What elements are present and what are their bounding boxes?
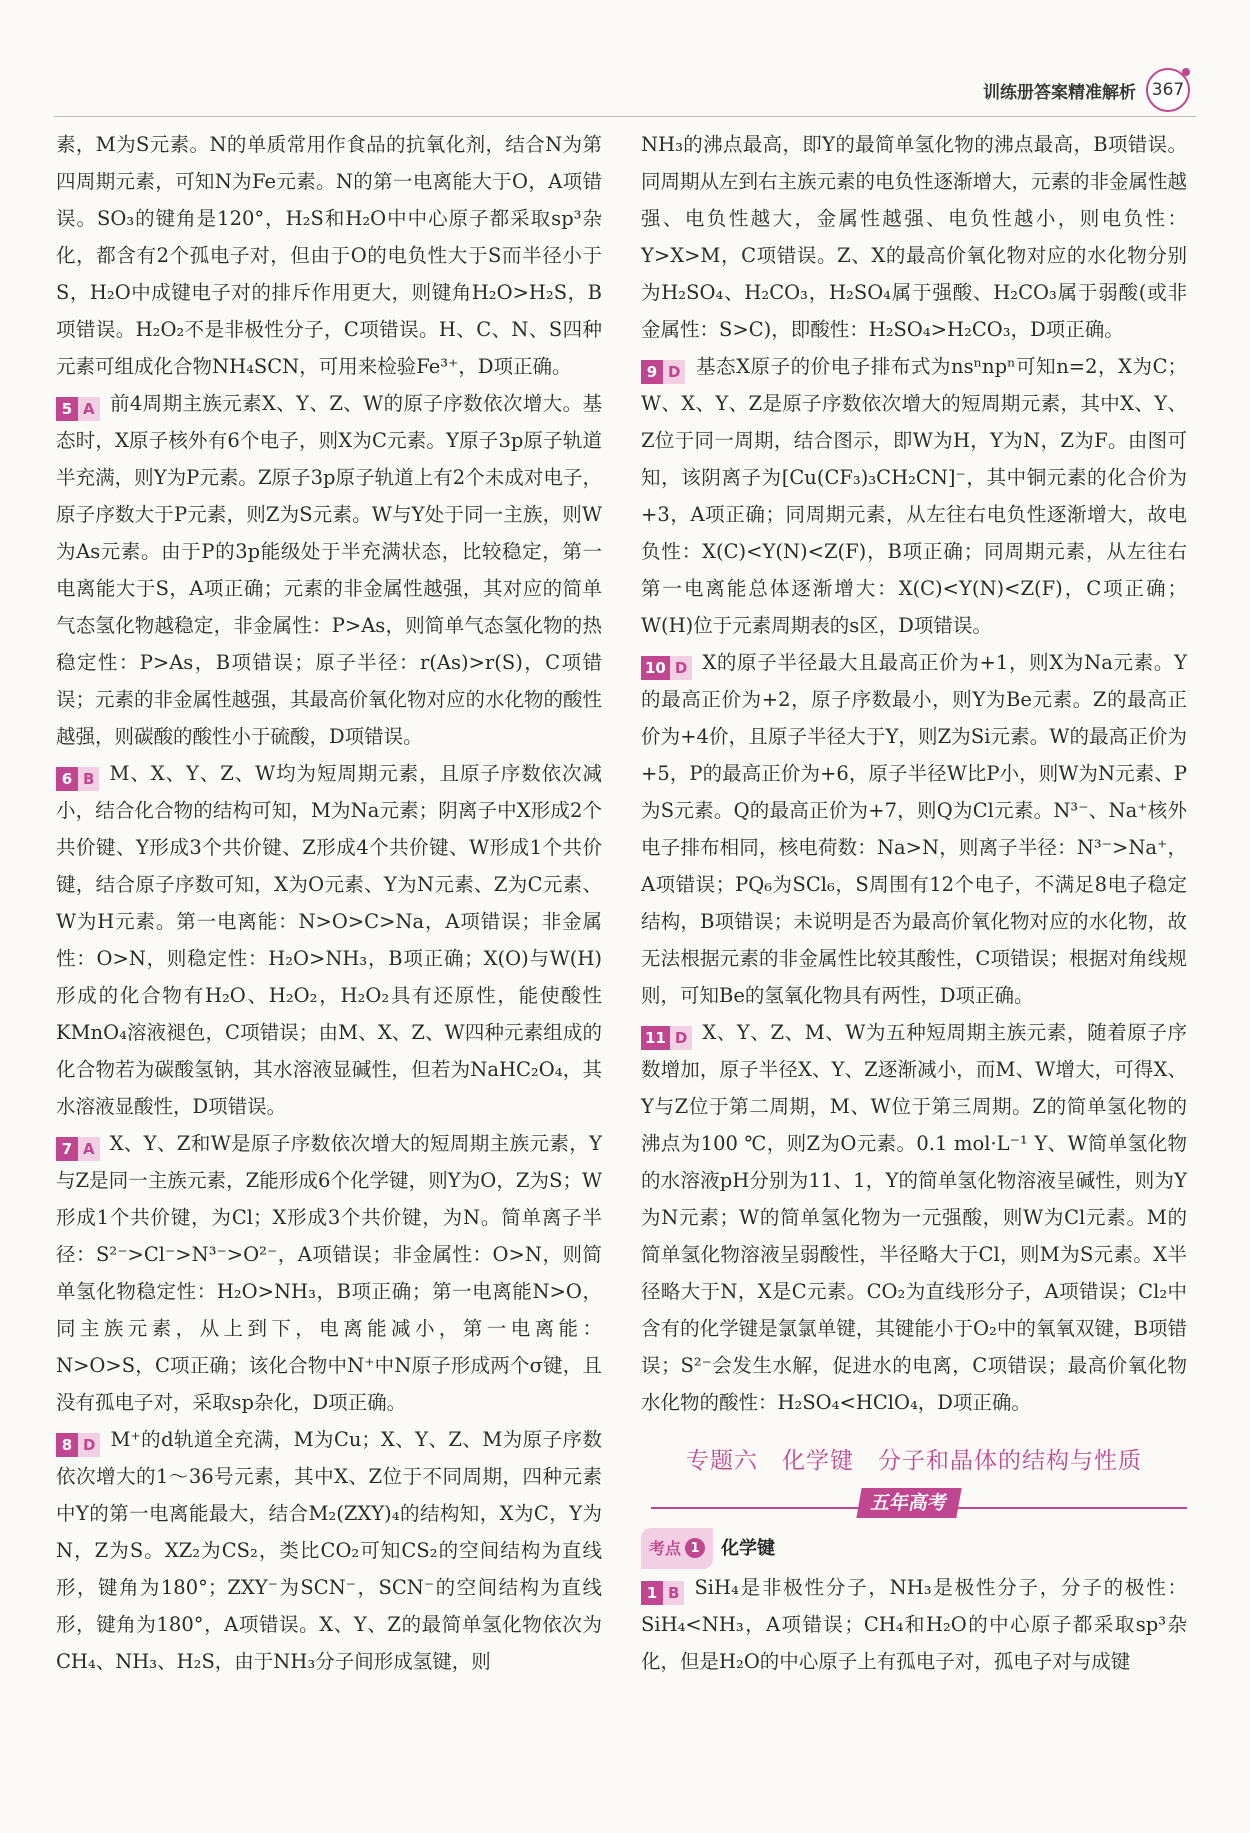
header-rule: [54, 116, 1196, 117]
page-number: [1146, 68, 1190, 112]
answer-text: 基态X原子的价电子排布式为nsⁿnpⁿ可知n=2，X为C；W、X、Y、Z是原子序数依次增大的短周期元素，其中X、Y、Z位于同一周期，结合图示，即W为H，Y为N，Z为F。由图可知，该阴离子为[Cu(CF₃)₃CH₂CN]⁻，其中铜元素的化合价为+3，A项正确；同周期元素，从左往右电负性逐渐增大，故电负性：X(C)<Y(N)<Z(F)，B项正确；同周期元素，从左往右第一电离能总体逐渐增大：X(C)<Y(N)<Z(F)，C项正确；W(H)位于元素周期表的s区，D项错误。: [641, 355, 1187, 637]
answer-letter: A: [78, 397, 100, 421]
right-intro-paragraph: NH₃的沸点最高，即Y的最简单氢化物的沸点最高，B项错误。同周期从左到右主族元素的电负性逐渐增大，元素的非金属性越强、电负性越大，金属性越强、电负性越小，则电负性：Y>X>M，C项错误。Z、X的最高价氧化物对应的水化物分别为H₂SO₄、H₂CO₃，H₂SO₄属于强酸、H₂CO₃属于弱酸(或非金属性：S>C)，即酸性：H₂SO₄>H₂CO₃，D项正确。: [641, 133, 1188, 341]
answer-item-8: [56, 1421, 602, 1680]
answer-letter: B: [663, 1581, 684, 1605]
answer-text: SiH₄是非极性分子，NH₃是极性分子，分子的极性：SiH₄<NH₃，A项错误；CH₄和H₂O的中心原子都采取sp³杂化，但是H₂O的中心原子上有孤电子对，孤电子对与成键: [641, 1576, 1187, 1673]
page-header: [983, 70, 1190, 110]
answer-item-9: [641, 348, 1187, 644]
question-number: 9: [641, 360, 663, 384]
answer-item-5: [56, 385, 602, 755]
answer-item-6: [56, 755, 602, 1125]
answer-letter: D: [78, 1433, 100, 1457]
answer-letter: B: [78, 767, 99, 791]
question-number: 7: [56, 1137, 78, 1161]
question-number: 8: [56, 1433, 78, 1457]
answer-tag: [641, 1581, 684, 1605]
left-intro-paragraph: 素，M为S元素。N的单质常用作食品的抗氧化剂，结合N为第四周期元素，可知N为Fe元素。N的第一电离能大于O，A项错误。SO₃的键角是120°，H₂S和H₂O中中心原子都采取sp³杂化，都含有2个孤电子对，但由于O的电负性大于S而半径小于S，H₂O中成键电子对的排斥作用更大，则键角H₂O>H₂S，B项错误。H₂O₂不是非极性分子，C项错误。H、C、N、S四种元素可组成化合物NH₄SCN，可用来检验Fe³⁺，D项正确。: [56, 133, 602, 378]
answer-text: X的原子半径最大且最高正价为+1，则X为Na元素。Y的最高正价为+2，原子序数最小，则Y为Be元素。Z的最高正价为+4价，且原子半径大于Y，则Z为Si元素。W的最高正价为+5，P的最高正价为+6，原子半径W比P小，则W为N元素、P为S元素。Q的最高正价为+7，则Q为Cl元素。N³⁻、Na⁺核外电子排布相同，核电荷数：Na>N，则离子半径：N³⁻>Na⁺，A项错误；PQ₆为SCl₆，S周围有12个电子，不满足8电子稳定结构，B项错误；未说明是否为最高价氧化物对应的水化物，故无法根据元素的非金属性比较其酸性，C项错误；根据对角线规则，可知Be的氢氧化物具有两性，D项正确。: [641, 651, 1187, 1007]
question-number: 1: [641, 1581, 663, 1605]
answer-letter: D: [663, 360, 685, 384]
answer-tag: [641, 1026, 692, 1050]
header-title: 训练册答案精准解析: [983, 82, 1136, 103]
question-number: 6: [56, 767, 78, 791]
answer-item-7: [56, 1125, 602, 1421]
answer-tag: [56, 1433, 100, 1457]
answer-item-1: [641, 1569, 1187, 1680]
kp-title: 化学键: [721, 1537, 776, 1559]
answer-text: X、Y、Z和W是原子序数依次增大的短周期主族元素，Y与Z是同一主族元素，Z能形成6个化学键，则Y为O，Z为S；W形成1个共价键，为Cl；X形成3个共价键，为N。简单离子半径：S²⁻>Cl⁻>N³⁻>O²⁻，A项错误；非金属性：O>N，则简单氢化物稳定性：H₂O>NH₃，B项正确；第一电离能N>O，同主族元素，从上到下，电离能减小，第一电离能：N>O>S，C项正确；该化合物中N⁺中N原子形成两个σ键，且没有孤电子对，采取sp杂化，D项正确。: [56, 1132, 602, 1414]
answer-letter: D: [670, 656, 692, 680]
answer-letter: D: [670, 1026, 692, 1050]
left-column: [56, 126, 602, 1680]
answer-tag: [56, 767, 99, 791]
answer-text: 前4周期主族元素X、Y、Z、W的原子序数依次增大。基态时，X原子核外有6个电子，则X为C元素。Y原子3p原子轨道半充满，则Y为P元素。Z原子3p原子轨道上有2个未成对电子，原子序数大于P元素，则Z为S元素。W与Y处于同一主族，则W为As元素。由于P的3p能级处于半充满状态，比较稳定，第一电离能大于S，A项正确；元素的非金属性越强，其对应的简单气态氢化物越稳定，非金属性：P>As，则简单气态氢化物的热稳定性：P>As，B项错误；原子半径：r(As)>r(S)，C项错误；元素的非金属性越强，其最高价氧化物对应的水化物的酸性越强，则碳酸的酸性小于硫酸，D项错误。: [56, 392, 603, 748]
answer-tag: [641, 360, 685, 384]
question-number: 10: [641, 656, 670, 680]
answer-item-11: [641, 1014, 1187, 1421]
question-number: 11: [641, 1026, 670, 1050]
section-band: [641, 1487, 1187, 1521]
knowledge-point-header: [641, 1531, 1187, 1565]
kp-label: 考点: [649, 1538, 682, 1558]
right-column: [641, 126, 1187, 1680]
answer-text: X、Y、Z、M、W为五种短周期主族元素，随着原子序数增加，原子半径X、Y、Z逐渐减小，而M、W增大，可得X、Y与Z位于第二周期，M、W位于第三周期。Z的简单氢化物的沸点为100 ℃，则Z为O元素。0.1 mol·L⁻¹ Y、W简单氢化物的水溶液pH分别为11、1，Y的简单氢化物溶液呈碱性，则为Y为N元素；W的简单氢化物为一元强酸，则W为Cl元素。M的简单氢化物溶液呈弱酸性，半径略大于Cl，则M为S元素。X半径略大于N，X是C元素。CO₂为直线形分子，A项错误；Cl₂中含有的化学键是氯氯单键，其键能小于O₂中的氧氧双键，B项错误；S²⁻会发生水解，促进水的电离，C项错误；最高价氧化物水化物的酸性：H₂SO₄<HClO₄，D项正确。: [641, 1021, 1187, 1414]
topic-title: 专题六 化学键 分子和晶体的结构与性质: [686, 1448, 1142, 1474]
question-number: 5: [56, 397, 78, 421]
answer-item-10: [641, 644, 1187, 1014]
band-label: 五年高考: [856, 1488, 961, 1518]
answer-tag: [56, 1137, 100, 1161]
answer-text: M⁺的d轨道全充满，M为Cu；X、Y、Z、M为原子序数依次增大的1～36号元素，其中X、Z位于不同周期，四种元素中Y的第一电离能最大，结合M₂(ZXY)₄的结构知，X为C，Y为N，Z为S。XZ₂为CS₂，类比CO₂可知CS₂的空间结构为直线形，键角为180°；ZXY⁻为SCN⁻，SCN⁻的空间结构为直线形，键角为180°，A项错误。X、Y、Z的最简单氢化物依次为CH₄、NH₃、H₂S，由于NH₃分子间形成氢键，则: [56, 1428, 602, 1673]
page-number-text: 367: [1151, 80, 1185, 100]
page-number-dot: [1182, 68, 1190, 76]
kp-badge: [641, 1528, 713, 1569]
answer-tag: [56, 397, 100, 421]
kp-number: 1: [685, 1538, 705, 1558]
answer-letter: A: [78, 1137, 100, 1161]
answer-text: M、X、Y、Z、W均为短周期元素，且原子序数依次减小，结合化合物的结构可知，M为Na元素；阴离子中X形成2个共价键、Y形成3个共价键、Z形成4个共价键、W形成1个共价键，结合原子序数可知，X为O元素、Y为N元素、Z为C元素、W为H元素。第一电离能：N>O>C>Na，A项错误；非金属性：O>N，则稳定性：H₂O>NH₃，B项正确；X(O)与W(H)形成的化合物有H₂O、H₂O₂，H₂O₂具有还原性，能使酸性KMnO₄溶液褪色，C项错误；由M、X、Z、W四种元素组成的化合物若为碳酸氢钠，其水溶液显碱性，但若为NaHC₂O₄，其水溶液显酸性，D项错误。: [56, 762, 602, 1118]
answer-tag: [641, 656, 692, 680]
